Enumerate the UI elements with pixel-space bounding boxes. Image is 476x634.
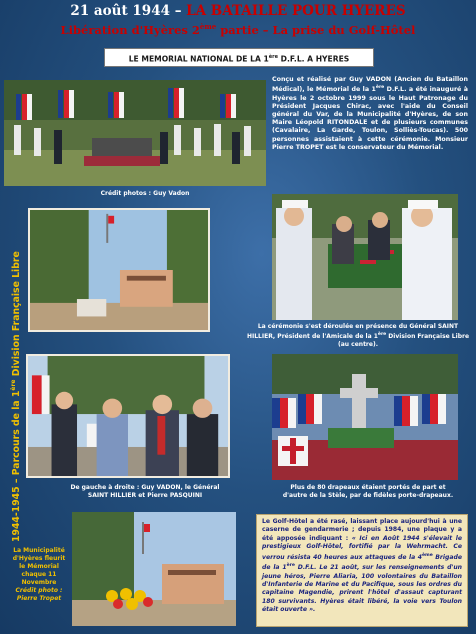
photo-flowers: [72, 512, 236, 626]
photo-memorial: [28, 208, 210, 332]
left-to-right-caption: De gauche à droite : Guy VADON, le Général SAINT HILLIER et Pierre PASQUINI: [70, 484, 220, 499]
golf-hotel-note: Le Golf-Hôtel a été rasé, laissant place aujourd'hui à une caserne de gendarmerie ; depuis 1984, une plaque y a été apposée indiquant : « Ici en Août 1944 s'élevait le prestigieux Golf-Hôtel, fortifié par la Wehrmacht. Ce verrou résista 40 heures aux attaques de la 4ème Brigade de la 1ère D.F.L. Le 21 août, sur les renseignements d'un jeune héros, Pierre Aliaria, 100 volontaires du Bataillon d'Infanterie de Marine et du Pacifique, sous les ordres du capitaine Magendie, prirent l'hôtel d'assaut capturant 180 survivants. Hyères était libéré, la voie vers Toulon était ouverte ».: [256, 514, 468, 627]
page-subtitle: Libération d'Hyères 2ème partie – La prise du Golf-Hôtel: [60, 22, 416, 37]
municipality-caption: La Municipalité d'Hyères fleurit le Mémorial chaque 11 Novembre Crédit photo : Pierre Tropet: [12, 547, 66, 602]
flags-caption: Plus de 80 drapeaux étaient portés de part et d'autre de la Stèle, par de fidèles porte-drapeaux.: [282, 484, 454, 499]
intro-paragraph: Conçu et réalisé par Guy VADON (Ancien du Bataillon Médical), le Mémorial de la 1ère D.F.L. a été inauguré à Hyères le 2 octobre 1999 sous le Haut Patronage du Président Jacques Chirac, avec l'aide du Conseil général du Var, de la Municipalité d'Hyères, de son Maire Léopold RITONDALE et de plusieurs communes (Cavalaire, La Garde, Toulon, Solliès-Toucas). 500 personnes assistaient à cette cérémonie. Monsieur Pierre TROPET est le conservateur du Mémorial.: [272, 76, 469, 151]
page-title: 21 août 1944 – LA BATAILLE POUR HYERES: [70, 3, 406, 19]
photo-flags-stele: [272, 354, 458, 480]
photo-three-men: [26, 354, 230, 478]
section-banner: LE MEMORIAL NATIONAL DE LA 1ère D.F.L. A HYERES: [104, 48, 374, 67]
ceremony-caption: La cérémonie s'est déroulée en présence du Général SAINT HILLIER, Président de l'Amicale de la 1ère Division Française Libre (au centre).: [246, 323, 470, 348]
photo-inauguration: [4, 80, 266, 186]
photo-credit-1: Crédit photos : Guy Vadon: [100, 190, 190, 197]
photo-ceremony: [272, 194, 458, 320]
side-vertical-title: 1944-1945 – Parcours de la 1ère Division Française Libre: [10, 251, 23, 542]
